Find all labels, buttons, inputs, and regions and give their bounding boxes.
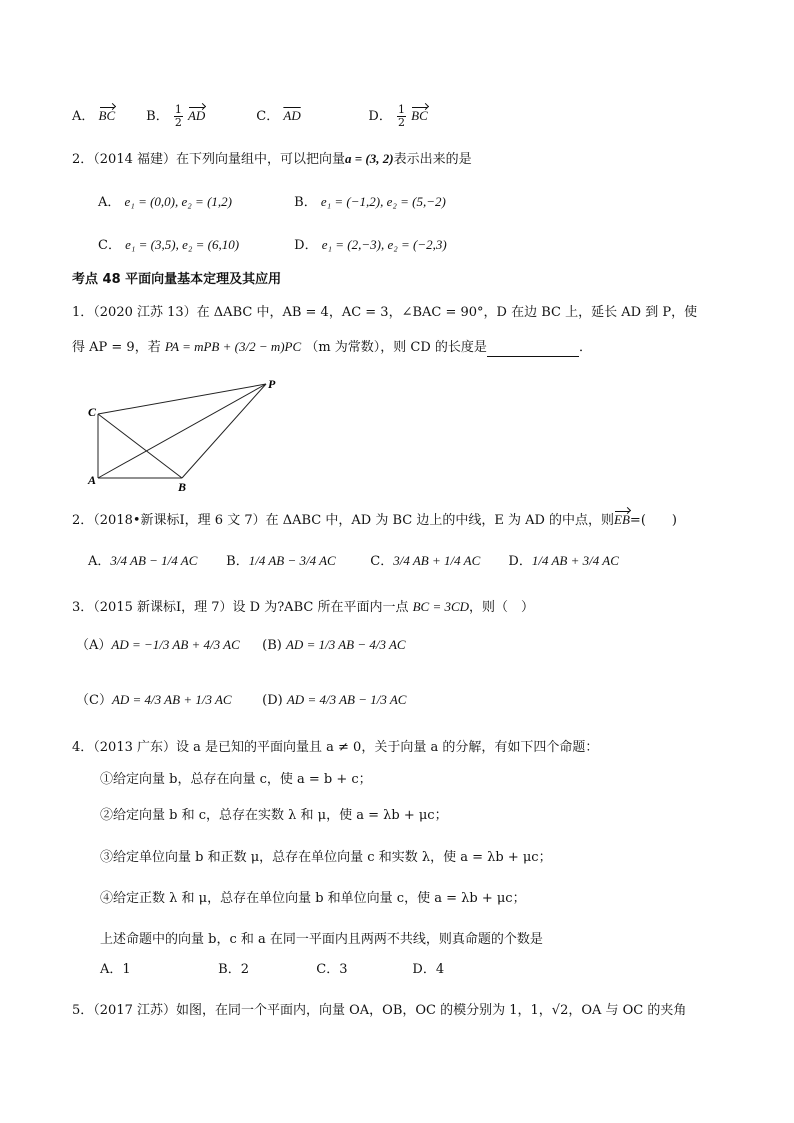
vector-expr: BC	[411, 108, 428, 123]
q2-option-b: B．1/4 AB − 3/4 AC	[226, 553, 336, 569]
q2014-option-b: B． e₁ = (−1,2), e₂ = (5,−2)	[294, 194, 446, 210]
q4-stem: 4．（2013 广东）设 a 是已知的平面向量且 a ≠ 0，关于向量 a 的分解，有如下四个命题：	[72, 740, 599, 755]
top-options-row	[72, 104, 428, 129]
vector-eb: EB	[614, 512, 630, 527]
q3-options-ab	[76, 636, 406, 655]
fraction: $\frac{1}{2}$	[174, 103, 182, 129]
q4-proposition-4: ④给定正数 λ 和 μ，总存在单位向量 b 和单位向量 c，使 a = λb + μc；	[100, 891, 526, 906]
fraction: $\frac{1}{2}$	[398, 103, 405, 129]
label-a: A	[88, 473, 97, 487]
edge-cp	[98, 384, 266, 414]
edge-ap	[98, 384, 266, 478]
q3-option-c: （C）AD = 4/3 AB + 1/3 AC	[76, 692, 232, 708]
edge-bp	[182, 384, 266, 478]
q4-summary: 上述命题中的向量 b，c 和 a 在同一平面内且两两不共线，则真命题的个数是	[100, 932, 543, 947]
q1-line2: 得 AP = 9，若 PA = mPB + (3/2 − m)PC （m 为常数），则 CD 的长度是 ．	[72, 339, 592, 355]
q5-stem: 5．（2017 江苏）如图，在同一个平面内，向量 OA，OB，OC 的模分别为 1，1，√2，OA 与 OC 的夹角	[72, 1003, 687, 1018]
option-d: D． $\frac{1}{2}$ BC	[368, 103, 428, 129]
vector-expr: BC	[98, 108, 116, 123]
answer-blank	[487, 344, 579, 357]
vector-expr: $\overline{AD}$	[283, 108, 301, 123]
q3-option-b: (B) AD = 1/3 AB − 4/3 AC	[262, 637, 406, 653]
option-b: B． $\frac{1}{2}$ AD	[146, 103, 206, 129]
q2014-options-ab	[98, 193, 446, 212]
q1-line1: 1．（2020 江苏 13）在 ΔABC 中，AB = 4，AC = 3，∠BAC = 90°，D 在边 BC 上，延长 AD 到 P，使	[72, 305, 698, 320]
vector-expr: AD	[187, 108, 206, 123]
q3-option-d: (D) AD = 4/3 AB − 1/3 AC	[262, 692, 407, 708]
section-heading: 考点 48 平面向量基本定理及其应用	[72, 272, 282, 287]
q4-proposition-3: ③给定单位向量 b 和正数 μ，总存在单位向量 c 和实数 λ，使 a = λb + μc；	[100, 850, 552, 865]
option-c: C． $\overline{AD}$	[256, 108, 301, 124]
label-p: P	[268, 377, 276, 391]
q2-options	[88, 552, 619, 571]
q2-option-c: C．3/4 AB + 1/4 AC	[370, 553, 481, 569]
q3-condition: BC = 3CD	[412, 599, 470, 614]
q2014-option-d: D． e₁ = (2,−3), e₂ = (−2,3)	[294, 237, 447, 253]
q2014-stem: 2．（2014 福建）在下列向量组中，可以把向量a = (3, 2)表示出来的是	[72, 151, 472, 167]
q2-option-a: A．3/4 AB − 1/4 AC	[88, 553, 198, 569]
q3-options-cd	[76, 691, 406, 710]
label-b: B	[178, 480, 187, 494]
q2014-options-cd	[98, 236, 447, 255]
label-c: C	[88, 405, 97, 419]
q2-stem: 2．（2018•新课标Ⅰ，理 6 文 7）在 ΔABC 中，AD 为 BC 边上的中线，E 为 AD 的中点，则EB=( )	[72, 512, 677, 528]
q1-figure	[84, 376, 284, 494]
edge-cb	[98, 414, 182, 478]
q4-option-a: A．1	[100, 962, 131, 977]
q4-option-c: C．3	[316, 962, 348, 977]
q3-option-a: （A）AD = −1/3 AB + 4/3 AC	[76, 637, 240, 653]
option-a: A． BC	[72, 108, 116, 124]
q4-option-b: B．2	[218, 962, 249, 977]
q2014-option-a: A． e₁ = (0,0), e₂ = (1,2)	[98, 194, 232, 210]
q2014-option-c: C． e₁ = (3,5), e₂ = (6,10)	[98, 237, 240, 253]
q4-options	[100, 961, 444, 979]
q3-stem: 3．（2015 新课标Ⅰ，理 7）设 D 为?ABC 所在平面内一点 BC = 3CD，则（ ）	[72, 599, 535, 615]
q2-option-d: D．1/4 AB + 3/4 AC	[508, 553, 619, 569]
q1-vector-equation: PA = mPB + (3/2 − m)PC	[164, 339, 302, 354]
q4-proposition-1: ①给定向量 b，总存在向量 c，使 a = b + c；	[100, 772, 372, 787]
q4-option-d: D．4	[412, 962, 445, 977]
q4-proposition-2: ②给定向量 b 和 c，总存在实数 λ 和 μ，使 a = λb + μc；	[100, 808, 448, 823]
